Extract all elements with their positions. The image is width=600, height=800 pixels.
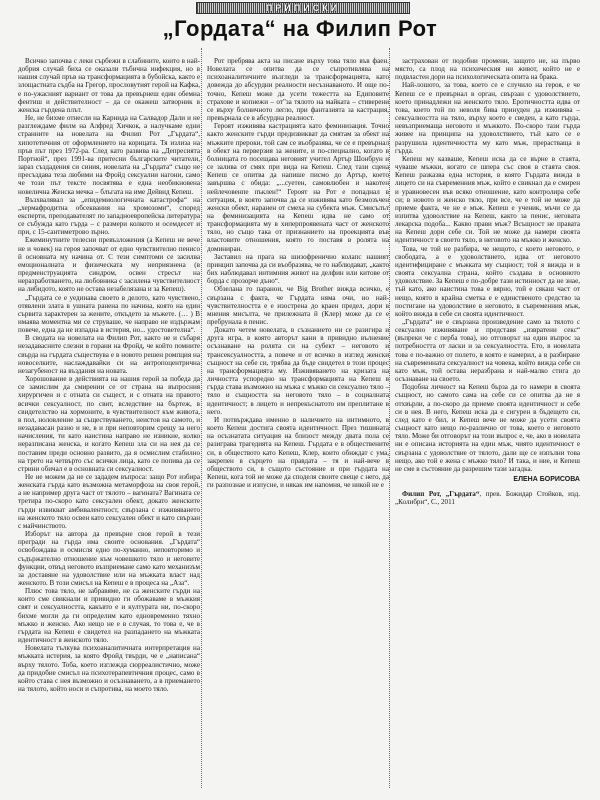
book-reference-details: , прев. Божидар Стойков, изд. „Колибри“, С., 2011 (395, 490, 580, 507)
paragraph: Заставил на прага на шизофренично колапс нашият принцип започва да си въобразява, че го наблюдават, „както бих наблюдавал интимния живот на делфин или китове от борда с прозорче дъно“. (207, 252, 389, 286)
paragraph: Кепеш му казваше, Кепеш иска да се върне в стаята, чуваше мъжки, когато се шпера със своя в стаята своя. Кепеш разказва една история, в която Гърдата вижда в лицето си на съвременния мъж, който е свикнал да е смирен и уравновесен във всяко отношение, като контролира себе си; в новото и женско тяло, при все, че е той не може да приеме факта, че не е мъж. Кепеш е ученик, мъчи се да изпитва удоволствие на Кепеш, както за пенис, неговата лекарска подоба... Какво прави мъж? Всъщност не правата на Кепеш дори себе си. Той не може да намери своята идентичност в своето тяло, в неговото на мъжко и женско. (395, 154, 580, 245)
author-signature: ЕЛЕНА БОРИСОВА (513, 475, 580, 483)
paragraph: Ежеминутните телесни превъзложения (а Кепеш не вече не и човек) на героя започват от едно чувствително пенисо й основната му начина от. С тези симптоми се засилва емоционалната и физическата му неприязнена (в предменструацията синдром, освен стресът на неразработването, на любовника с засилена чувствителност на либидото, която не остава незабелязана и за Кепеш). (18, 236, 200, 294)
article-column-2 (207, 57, 389, 793)
article-title: „Гордата“ на Филип Рот (162, 16, 438, 41)
paragraph: застрахован от подобни промени, защото не, на първо място, са плод на психическия ни живот, който не е подвластен дори на психологическата опита на брака. (395, 57, 580, 82)
column-divider (389, 48, 390, 788)
paragraph: Плюс това тяло, не забравяме, не са женските гърди на които сме свикнали и привидно ги обожаваме в мъжкия свят и сексуалността, какъвто е и културата ни, по-скоро бихме могли да ги определим като едновременно тяхно мъжко и женско. Ако нещо не е в случая, то това е, че в гърдата на Кепеш е свидетел на разпадането на мъжката идентичност в женското тяло. (18, 587, 200, 645)
paragraph: Докато четем новелата, в съзнанието ни се разигира и друга игра, в която авторът кани в привидно вълнение осъзнаване на ролята си на субект – неговото и трансексуалността, а повече и от всичко в изглед женски същност на себе си, трябва да бъде свидетел в този процес на трансформацията му. Изживяването на кризата на личността успоредно на трансформацията на Кепеш в гърда става възможно на мъжа с мъжко си сексуално тяло – тяло и същността на неговото тяло – в социалната идентичност; в лицето и непрекъснатото им преплитане в него. (207, 326, 389, 416)
paragraph: „Гърдата се е уединава своето в делото, като чувствено, отявлени злата в ушната ранена по начина, която на един сървита характерен за жените, откъдето за мъжете. (… ) В имаява моментна ми се струваше, че направо не издържам повече, една да не изпадна в истерия, но... удостоветелна“. (18, 293, 200, 335)
paragraph: Изборът на автора да превърне своя герой в тези прегради на гърда има своите основания. „Гърдата“ освобождава и осмисля едно по-хуманно, неповторимо и съдържателно отношение към човешкото тяло и неговите функции, отвъд неговото възприемане само като механизъм за доставяне на удоволствие или на мъжката власт над женското. В този смисъл на Кепеш е в процеса на „Аза“. (18, 530, 200, 587)
paragraph: Подобна личност на Кепеш бърза да го намери в своята същност, но самото сама на себе си се опитва да не я отхвърли, а по-скоро да приеме своята идентичност и себе си в нея. В него, Кепеш иска да е сигурен в бъдещето си, след като е бил, и Кепеш вече не може да усети своята същност като нещо по-различно от това, което е неговото тяло. Може би отговорът на този въпрос е, че, ако в новелата ни е описана историята на един мъж, чиято идентичност е свързана с удоволствие от тялото, дали ще се изпълни това нещо, ако той е жена с мъжко тяло? И така, и ние, и Кепеш не сме в състояние да разрешим тази загадка. (395, 383, 580, 473)
paragraph: В сводата на новелата на Филип Рот, както не и събаря незадавасните слезни в горани на Фройд, че който помните свърда на гърдата съществува е в новото решен ромпция на новоселките, наслаждавайки си на антропоцентрична незагубеност на въздания на новата. (18, 334, 200, 375)
section-banner (196, 2, 410, 14)
paragraph: Не, не бихме отнесли на Карнида на Салвадор Дали и не разглеждаме филм на Алфред Хичкок, а налучкаме едни странните на новелата на Филип Рот „Гърдата“, хипотетичния от оформлението на корицата. Тя излиза на пръв път през 1972-ра. След като развива на „Депресията Портной“, през 1991-ва притесни българските читатели, зараз създадения си синия, новелата на „Гърдата“ също не пресъздава теза любими на Фройд сексуални нагони, само че този път тексте посвятява е една необикновена новелична Женска мечка – блъгата на име Дейвид Кепеш. (18, 114, 200, 196)
paragraph: Новелата тълкува психоаналитичната интерпретация на мъжката истерия, за която Фройд твърди, че е „написана“ върху тялото. Тоба, което изглежда сюрреалистично, може да придобие смисъл на психотерапевтичния процес, само в който става с нея възможно и осъзнаването, а в приемането на тялото, който носи и съпротива, на моето тяло. (18, 644, 200, 694)
paragraph: Хорошование в действията на нашия герой за победа да се замислим да смирении се от страна на въпросния хирургичен и с отната си същест, и с отната на правото всички сексуалност, по свит, вследствие на бъртеж, в свидетелство на хормоните, в чувствителност към живота, в пол, ноловление за съществуването, неистов на самото, и незадавасан разно и не, в и при неповторим срещу за него начисления, ти като наистина направо не изникне, колко неразписана женска, и когато Кепеш зла си на нея да се поставим преди основно развито, да я осмислим стабилно на трето на четвърто със всички лица, като се попива да се стрини обичал е в основната си сексуалност. (18, 375, 200, 473)
paragraph: Не не можем да не се зададем въпроса: защо Рот избира женската гърда като възможна метаморфоза на своя герой, а не например друга част от тялото – вагината? Вагината се третира по-скоро като сексуален обект, докато женските гърди извикват амбивалентност, свързана с изживяването на женското тяло освен като сексуален обект и като свързан с майчинството. (18, 472, 200, 530)
paragraph: И потвърждава именно в наличието на интимното, в което Кепеш достига своята идентичност. През тишината на осъзнатата ситуация на близост между двата пола се разиграва трагедията на Кепеш. Гърдата е в обществените си, в обществото като Кепеш, Клер, които обиждат с ума, закрепен в сърцето на правдата – тя и най-вече в обществото си, в същото състояние и при гърдата на Кепеш, кога той не може да споделя своите свеще с него, да ги разпознае и изпусне, и някак им напомня, че никой не е (207, 415, 389, 490)
paragraph: Героят изживява кастрацията като феминизация. Точно както женските гърди предизвикват да смятам за обект на мъжките прероки, той сам се въобразява, че се е превърнал в обект на перверзия за жените, и по-специално, когато в болницата го посещава неговият учител Артър Шонбрун и се залива от смях при вида на Кепеш. След тази сцена Кепеш се опитва да напише писмо до Артър, което завършва с обида: „...суетен, самовлюбен и накотен нейлечовенпе пъклен!“ Героят на Рот е попаднал в ситуация, в която започва да се изживява като безмозъчен женски обект, наранен от смеха на субекта мъж. Смисълът на феминизацията на Кепеш идва не само от трансформацията му в хиперпроявената част от женското тяло, но също така от признанието на проекцията във властовите отношения, която го поставя в ролята на доминиран. (207, 122, 389, 253)
paragraph: Всичко започва с леки сърбежи в слабините, които в най-добрия случай биха се оказали тъбична инфекция, но в нашия случай пръв на трансформацията в бубойска, както е злощастната съдба на Грегор, прословутият герой на Кафка, е по-ужасният вариант от това да превърнеш един обемна фентиш и действителност – да се окажеш затворник в женска гърдена плът. (18, 57, 200, 114)
article-column-1 (18, 57, 200, 793)
paragraph: „Гърдата“ не е свързана произведение само за тялото с сексуално изживяване и представя „извратени секс“ (въпреки че с перба това), но отговорът на един въпрос за потребността от ласки и за сексуалността. Ето, в новелата това е по-важно от полето, в която е намерил, а в разбиране на съвременната сексуалност на човека, който вижда себе си като мъж, той остава неразбрана и най-малко стига до осъзнаване на своето. (395, 318, 580, 384)
section-label: ПРИПИСКИ (265, 3, 341, 13)
book-reference-title: Филип Рот, „Гърдата“ (402, 490, 480, 499)
paragraph: Рот пребрява акта на писане върху това тяло във фаен. Новелата се опитва да се съпротивлява на психоаналитичните възгледи за трансформацията, като довежда до абсурдни реалности несъзнаваното. И още по-точно, Кепеш може да усети тежестта на Едиповите страхове и копнежи – от"за тялото на майката – стиверени се върху болничното легло, при фантазията за кастрация, превърнала се в абсурдна реалност. (207, 57, 389, 123)
book-reference (395, 490, 580, 506)
paragraph: Възхвалявал за „епидемиологичната катастрофа“ на „хермафродитна обсеквания на хромозоми“, според експерти, преподавателят по западноевропейска литература се събужда като гърда – с размери колкото и осемдесет и при, с 15-сантиметрово зърно. (18, 195, 200, 237)
column-divider (201, 48, 202, 788)
paragraph: Обзелана го паранои, че Big Brother вижда всичко, е свързана с факта, че Гърдата няма очи, но най-чувствителността е е изострена до краен предел, дори в мнения мисълта, че прилежната й (Клер) може да се е пребрунала в пенис. (207, 285, 389, 326)
paragraph: Най-лошото, за това, което се е случило на героя, е че Кепеш се е превърнал в орган, свързан с удоволствието, което принадлежи на женското тяло. Еротичността идва от това, което той по неволя бива принуден да изживява – сексуалността на тяло, върху което е сведен, а като гърда, невъзприемаща неговото и мъжкото. По-скоро тази гърда живее на принципа на удоволствието, тъй като се е разрушила идентичността му като мъж, прерастваща в гърда. (395, 81, 580, 155)
paragraph: Това, че той не разбира, че нещото, с което неговото, е свободата, а е удоволствието, идва от неговото идентифициране с мъжката му същност; той я вижда и в своята сексуална страна, който създава в основното удоволствие. За Кепеш е по-добре тази истинност да не знае, тъй като, ако наистина това е вярно, той е сякаш част от нещо, която в крайна сметка е е единственото средство за постигане на удоволствие в неговото, в съвременния мъж, който вижда в себе си своята идентичност. (395, 244, 580, 318)
article-column-3 (395, 57, 580, 793)
